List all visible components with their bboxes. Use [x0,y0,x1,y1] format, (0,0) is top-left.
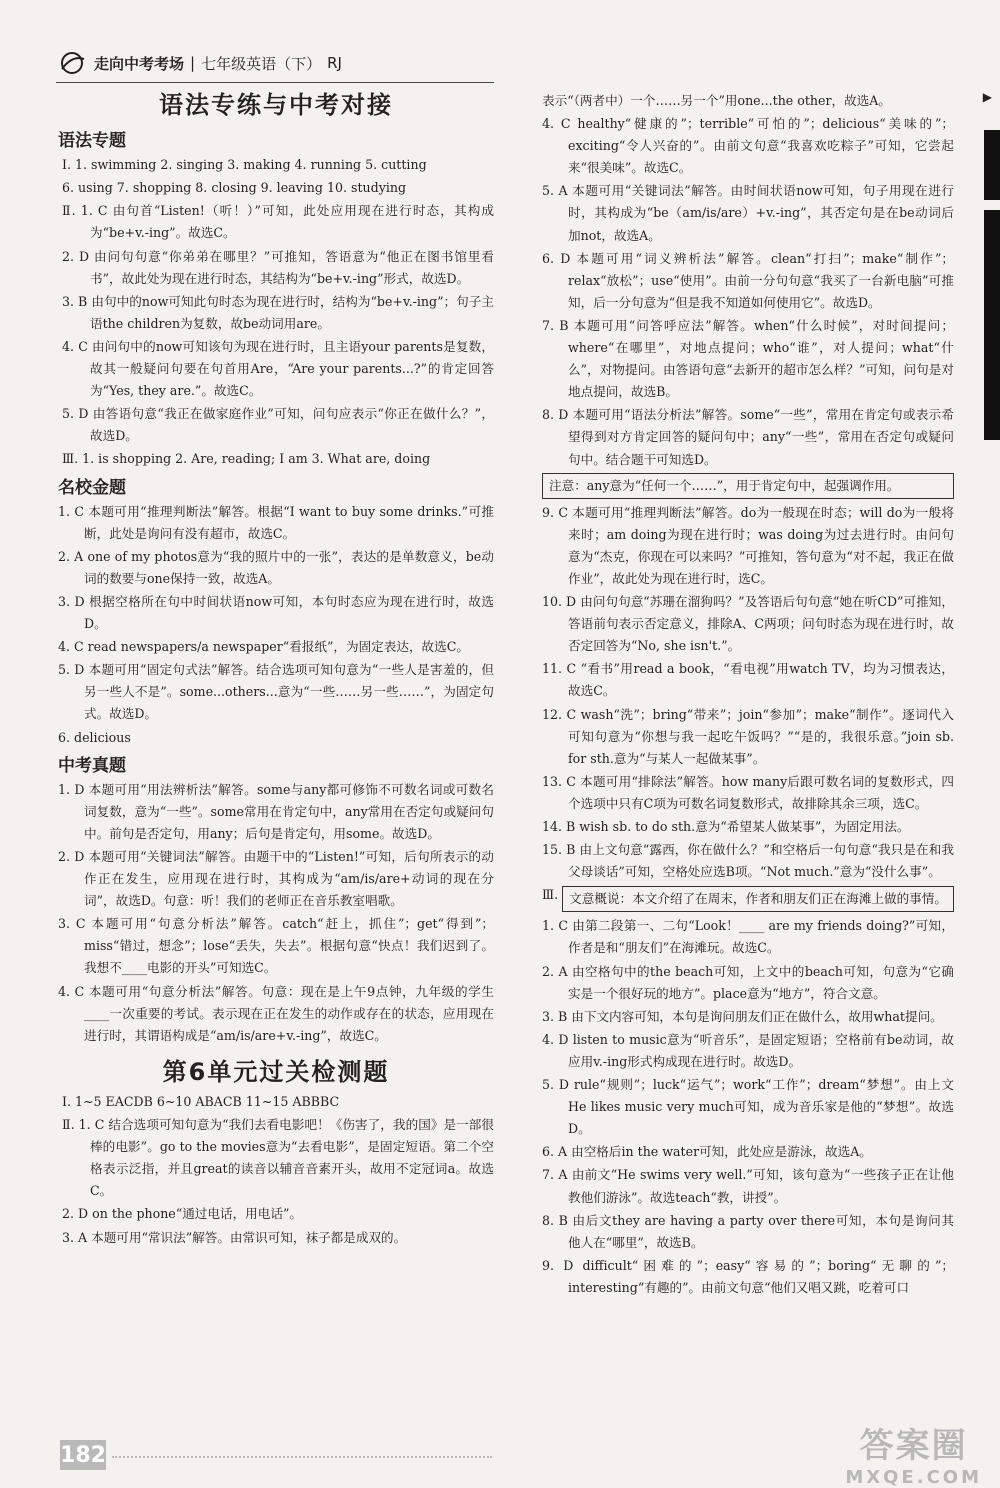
answer-line: 5. D 本题可用“固定句式法”解答。结合选项可知句意为“一些人是害羞的，但另一些人不是”。some...others...意为“一些……另一些……”，为固定句式。故选D。 [58,662,494,722]
left-column [58,90,494,1250]
section-3-block [542,884,954,915]
section-title-famous-school: 名校金题 [58,477,126,498]
runner-logo-icon [56,51,88,75]
answer-line: 5. A 本题可用“关键词法”解答。由时间状语now可知，句子用现在进行时，其构成为“be（am/is/are）+v.-ing”，其否定句是在be动词后加not，故选A。 [542,183,954,243]
section-3-label: Ⅲ. [542,887,559,903]
answer-line: 7. A 由前文“He swims very well.”可知，该句意为“一些孩子正在让他教他们游泳”。故选teach“教，讲授”。 [542,1167,954,1205]
answer-line: 9. D difficult“困难的”；easy“容易的”；boring“无聊的”；interesting“有趣的”。由前文句意“他们又唱又跳，吃着可口 [542,1257,954,1295]
answer-line: 10. D 由问句句意“苏珊在溜狗吗？”及答语后句句意“她在听CD”可推知，答语前句表示否定意义，排除A、C两项；问句时态为现在进行时，故否定回答为“No, she isn't.”。 [542,594,954,654]
section-title-exam: 中考真题 [58,755,126,776]
header-rule [56,82,494,83]
answer-line: 6. A 由空格后in the water可知，此处应是游泳，故选A。 [542,1144,872,1160]
answer-line: Ⅲ. 1. is shopping 2. Are, reading; I am 3. What are, doing [62,451,431,467]
header-book: 七年级英语（下） [201,54,322,73]
unit-title: 第6单元过关检测题 [162,1057,390,1086]
answer-line: 15. B 由上文句意“露西，你在做什么？”和空格后一句句意“我只是在和我父母谈话”可知，空格处应选B项。“Not much.”意为“没什么事”。 [542,842,954,880]
header-separator: | [190,54,196,72]
page-number: 182 [60,1440,106,1470]
answer-line: 2. D on the phone“通过电话，用电话”。 [62,1206,302,1222]
answer-line: 5. D rule“规则”；luck“运气”；work“工作”；dream“梦想”。由上文He likes music very much可知，成为音乐家是他的“梦想”。故选D。 [542,1077,954,1137]
note-box: 注意：any意为“任何一个……”，用于肯定句中，起强调作用。 [542,473,954,499]
answer-line: Ⅱ. 1. C 由句首“Listen!（听！）”可知，此处应用现在进行时态，其构成为“be+v.-ing”。故选C。 [62,203,494,241]
answer-line: 4. C read newspapers/a newspaper“看报纸”，为固定表达，故选C。 [58,639,469,655]
right-column [542,90,954,1300]
answer-line: 2. D 本题可用“关键词法”解答。由题干中的“Listen!”可知，后句所表示的动作正在发生，应用现在进行时，其构成为“am/is/are+动词的现在分词”，故选D。句意：听！我们的老师正在音乐教室唱歌。 [58,849,494,909]
watermark-title: 答案圈 [859,1426,968,1466]
section-title-grammar: 语法专题 [58,131,126,152]
answer-line: 3. D 根据空格所在句中时间状语now可知，本句时态应为现在进行时，故选D。 [58,593,494,632]
answer-line: 8. D 本题可用“语法分析法”解答。some“一些”，常用在肯定句或表示希望得到对方肯定回答的疑问句中；any“一些”，常用在否定句或疑问句中。结合题干可知选D。 [542,407,954,467]
answer-line: 5. D 由答语句意“我正在做家庭作业”可知，问句应表示“你正在做什么？”，故选D。 [62,406,494,444]
answer-line: 6. D 本题可用“词义辨析法”解答。clean“打扫”；make“制作”；relax“放松”；use“使用”。由前一分句句意“我买了一台新电脑”可推知，后一分句意为“但是我不知道如何使用它”。故选D。 [542,250,954,310]
answer-line: 表示“（两者中）一个……另一个”用one...the other，故选A。 [542,93,891,108]
answer-line: 3. C 本题可用“句意分析法”解答。catch“赶上，抓住”；get“得到”；miss“错过，想念”；lose“丢失，失去”。根据句意“快点！我们迟到了。我想不____电影的开头”可知选C。 [58,916,494,976]
answer-line: 1. D 本题可用“用法辨析法”解答。some与any都可修饰不可数名词或可数名词复数，意为“一些”。some常用在肯定句中，any常用在否定句或疑问句中。前句是否定句，用any；后句是肯定句，用some。故选D。 [58,781,494,841]
header-brand: 走向中考考场 [94,54,185,73]
answer-line: 11. C “看书”用read a book，“看电视”用watch TV，均为习惯表达，故选C。 [542,661,954,699]
answer-line: Ⅰ. 1~5 EACDB 6~10 ABACB 11~15 ABBBC [62,1093,340,1109]
answer-line: 2. A one of my photos意为“我的照片中的一张”，表达的是单数意义，be动词的数要与one保持一致，故选A。 [58,548,494,586]
answer-line: 3. A 本题可用“常识法”解答。由常识可知，袜子都是成双的。 [62,1229,407,1245]
answer-line: 9. C 本题可用“推理判断法”解答。do为一般现在时态；will do为一般将来时；am doing为现在进行时；was doing为过去进行时。由问句意为“杰克，你现在可以来吗？”可推知，答句意为“对不起，我正在做作业”，故此处为现在进行时，选C。 [542,504,954,586]
answer-line: 4. C 由问句中的now可知该句为现在进行时，且主语your parents是复数，故其一般疑问句要在句首用Are，“Are your parents...?”的肯定回答为“Yes, they are.”。故选C。 [62,338,494,399]
header-edition: RJ [327,54,342,72]
edge-tab [984,130,1000,200]
answer-line: 12. C wash“洗”；bring“带来”；join“参加”；make“制作”。逐词代入可知句意为“你想与我一起吃午饭吗？”“是的，我很乐意。”join sb. for sth.意为“与某人一起做某事”。 [542,706,954,766]
edge-tab [984,210,1000,440]
answer-line: 13. C 本题可用“排除法”解答。how many后跟可数名词的复数形式，四个选项中只有C项为可数名词复数形式，故排除其余三项，选C。 [542,773,954,811]
page-title: 语法专练与中考对接 [159,91,393,119]
running-header [56,46,342,80]
answer-line: 1. C 本题可用“推理判断法”解答。根据“I want to buy some drinks.”可推断，此处是询问有没有超市，故选C。 [58,503,494,541]
footer-dots [112,1456,492,1458]
answer-line: 4. C healthy“健康的”；terrible“可怕的”；delicious“美味的”；exciting“令人兴奋的”。由前文句意“我喜欢吃粽子”可知，它尝起来“很美味”。故选C。 [542,116,954,176]
answer-line: 6. using 7. shopping 8. closing 9. leaving 10. studying [62,180,407,196]
answer-line: 7. B 本题可用“问答呼应法”解答。when“什么时候”，对时间提问；where“在哪里”，对地点提问；who“谁”，对人提问；what“什么”，对物提问。由答语句意“去新开的超市怎么样？”可知，问句是对地点提问，故选B。 [542,317,954,400]
answer-line: Ⅰ. 1. swimming 2. singing 3. making 4. running 5. cutting [62,157,427,173]
answer-line: 3. B 由下文内容可知，本句是询问朋友们正在做什么，故用what提问。 [542,1008,943,1024]
answer-line: 4. C 本题可用“句意分析法”解答。句意：现在是上午9点钟，九年级的学生____一次重要的考试。表示现在正在发生的动作或存在的状态，应用现在进行时，其谓语构成是“am/is/are+v.-ing”，故选C。 [58,983,494,1043]
answer-line: 8. B 由后文they are having a party over there可知，本句是询问其他人在“哪里”，故选B。 [542,1212,954,1250]
watermark-url: MXQE.COM [845,1467,982,1488]
answer-line: 6. delicious [58,729,131,745]
answer-line: 2. A 由空格句中的the beach可知，上文中的beach可知，句意为“它确实是一个很好玩的地方”。place意为“地方”，符合文意。 [542,963,954,1001]
answer-line: 1. C 由第二段第一、二句“Look！____ are my friends doing?”可知，作者是和“朋友们”在海滩玩。故选C。 [542,918,954,956]
answer-line: 4. D listen to music意为“听音乐”，是固定短语；空格前有be动词，故应用v.-ing形式构成现在进行时。故选D。 [542,1031,954,1069]
answer-line: 3. B 由句中的now可知此句时态为现在进行时，结构为“be+v.-ing”；句子主语the children为复数，故be动词用are。 [62,293,494,331]
answer-line: 2. D 由问句句意“你弟弟在哪里？”可推知，答语意为“他正在图书馆里看书”，故此处为现在进行时态，其结构为“be+v.-ing”形式，故选D。 [62,248,494,286]
answer-line: Ⅱ. 1. C 结合选项可知句意为“我们去看电影吧！《伤害了，我的国》是一部很棒的电影”。go to the movies意为“去看电影”，是固定短语。第二个空格表示泛指，并且great的读音以辅音音素开头，故用不定冠词a。故选C。 [62,1117,494,1199]
side-arrow-icon: ▶ [982,90,992,104]
summary-box: 文意概说：本文介绍了在周末，作者和朋友们正在海滩上做的事情。 [562,886,954,912]
answer-line: 14. B wish sb. to do sth.意为“希望某人做某事”，为固定用法。 [542,819,910,834]
